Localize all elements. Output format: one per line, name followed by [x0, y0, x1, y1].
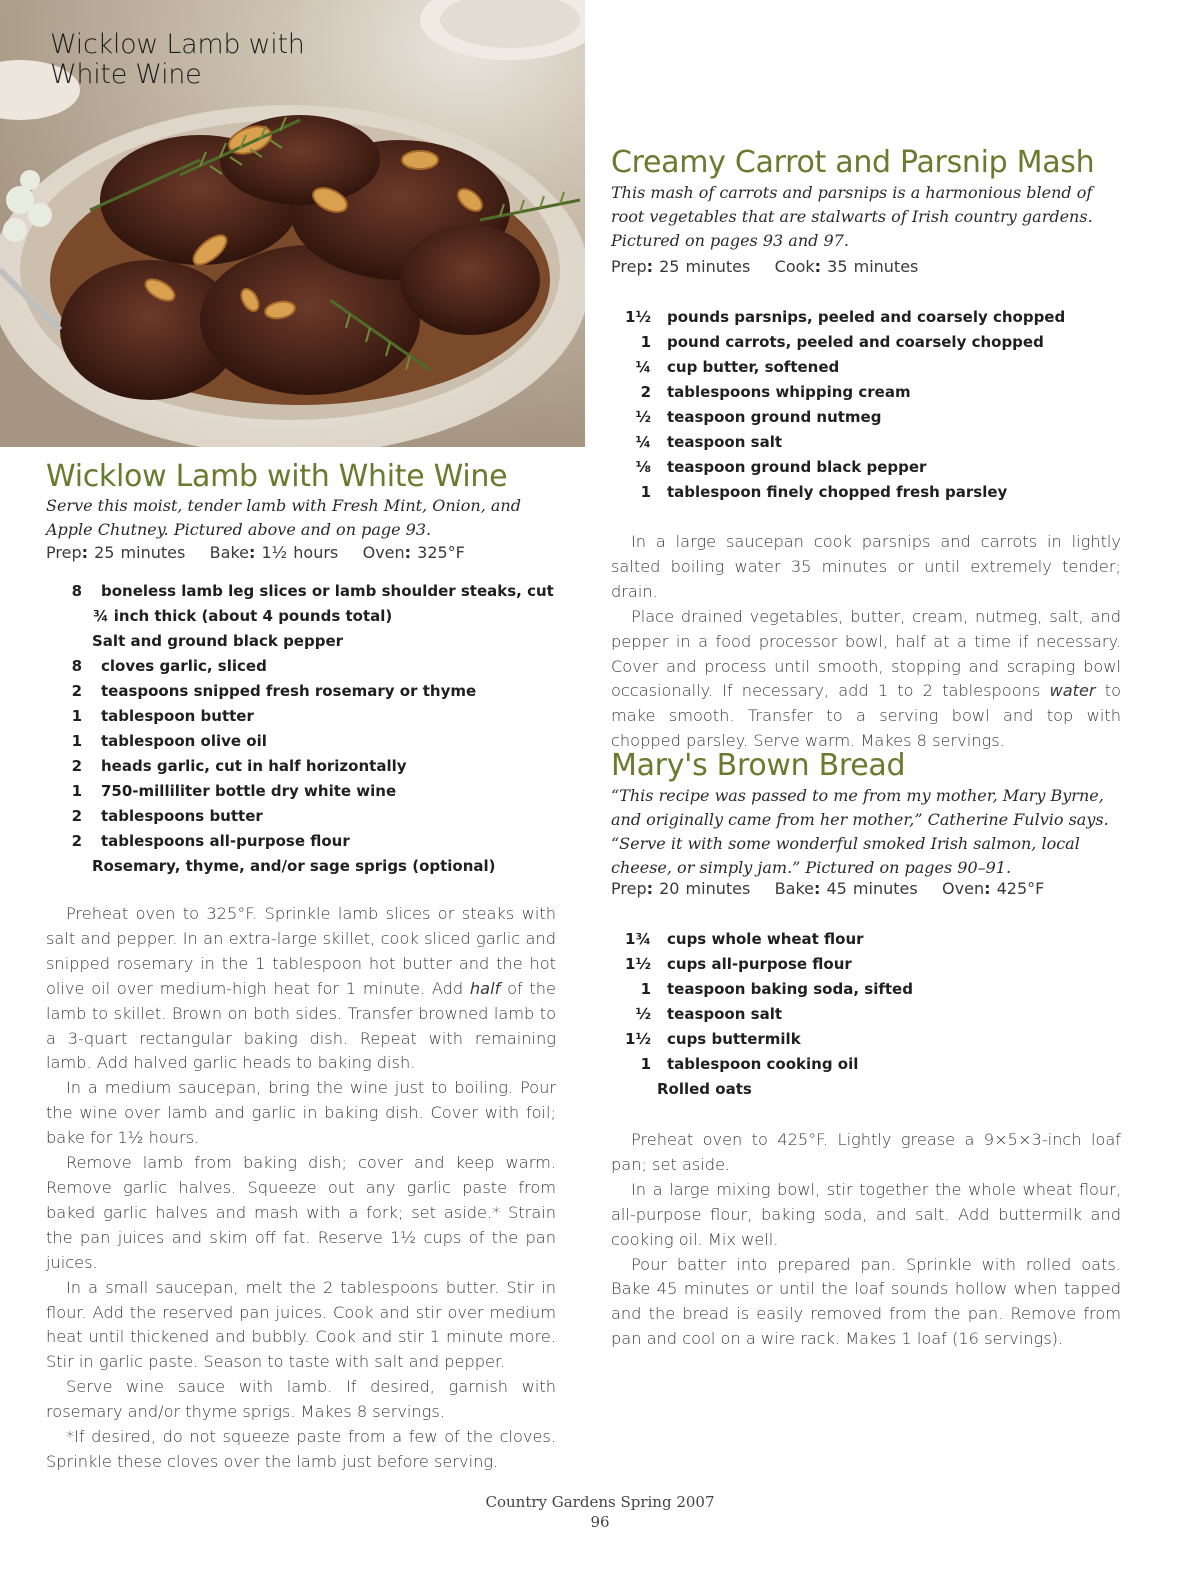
- ingredient-row: [46, 854, 554, 879]
- ingredient-quantity: 8: [71, 582, 82, 600]
- ingredient-quantity: 2: [640, 383, 651, 401]
- bake-value: 1½ hours: [261, 543, 339, 562]
- ingredient-quantity: 1½: [625, 308, 651, 326]
- direction-paragraph: Preheat oven to 325°F. Sprinkle lamb slices or steaks with salt and pepper. In an extra-large skillet, cook sliced garlic and snipped rosemary in the 1 tablespoon hot butter and the hot olive oil over medium-high heat for 1 minute. Add half of the lamb to skillet. Brown on both sides. Transfer browned lamb to a 3-quart rectangular baking dish. Repeat with remaining lamb. Add halved garlic heads to baking dish.: [46, 904, 556, 1073]
- ingredient-row: [611, 1052, 913, 1077]
- ingredient-quantity: 1: [71, 732, 82, 750]
- ingredient-quantity: ⅛: [635, 458, 651, 476]
- ingredient-row: [46, 604, 554, 629]
- bread-recipe-intro: “This recipe was passed to me from my mother, Mary Byrne, and originally came from her mother,” Catherine Fulvio says. “Serve it with some wonderful smoked Irish salmon, local cheese, or simply jam.” Pictured on pages 90–91.: [611, 786, 1109, 877]
- ingredient-text: teaspoon salt: [667, 433, 783, 451]
- direction-paragraph: Place drained vegetables, butter, cream, nutmeg, salt, and pepper in a food processor bowl, half at a time if necessary. Cover and process until smooth, stopping and scraping bowl occasionally. If necessary, add 1 to 2 tablespoons water to make smooth. Transfer to a serving bowl and top with chopped parsley. Serve warm. Makes 8 servings.: [611, 606, 1121, 751]
- ingredient-text: boneless lamb leg slices or lamb shoulder steaks, cut: [101, 582, 554, 600]
- ingredient-text: tablespoon butter: [101, 707, 254, 725]
- ingredient-quantity: 1: [640, 333, 651, 351]
- ingredient-row: [611, 952, 913, 977]
- prep-label: Prep: [611, 257, 647, 276]
- ingredient-quantity: ½: [635, 408, 651, 426]
- ingredient-quantity: 2: [71, 757, 82, 775]
- ingredient-text: pounds parsnips, peeled and coarsely chopped: [667, 308, 1066, 326]
- prep-label: Prep: [611, 879, 647, 898]
- cook-value: 35 minutes: [827, 257, 919, 276]
- direction-paragraph: Pour batter into prepared pan. Sprinkle with rolled oats. Bake 45 minutes or until the loaf sounds hollow when tapped and the bread is easily removed from the pan. Remove from pan and cool on a wire rack. Makes 1 loaf (16 servings).: [611, 1254, 1121, 1349]
- ingredient-text: tablespoons all-purpose flour: [101, 832, 350, 850]
- ingredient-row: [46, 654, 554, 679]
- ingredient-text: tablespoons whipping cream: [667, 383, 911, 401]
- oven-value: 425°F: [996, 879, 1045, 898]
- oven-value: 325°F: [417, 543, 465, 562]
- ingredient-row: [611, 405, 1065, 430]
- ingredient-quantity: 1: [640, 483, 651, 501]
- ingredient-row: [46, 804, 554, 829]
- mash-ingredient-list: [611, 305, 1065, 505]
- mash-directions: [611, 530, 1121, 754]
- prep-label: Prep: [46, 543, 82, 562]
- ingredient-text: Rosemary, thyme, and/or sage sprigs (optional): [92, 857, 496, 875]
- ingredient-text: teaspoons snipped fresh rosemary or thyme: [101, 682, 477, 700]
- direction-paragraph: In a medium saucepan, bring the wine just to boiling. Pour the wine over lamb and garlic in baking dish. Cover with foil; bake for 1½ hours.: [46, 1078, 556, 1148]
- direction-paragraph: In a large saucepan cook parsnips and carrots in lightly salted boiling water 35 minutes or until extremely tender; drain.: [611, 532, 1121, 601]
- ingredient-text: Rolled oats: [657, 1080, 752, 1098]
- ingredient-row: [611, 1077, 913, 1102]
- ingredient-row: [611, 330, 1065, 355]
- ingredient-text: ¾ inch thick (about 4 pounds total): [93, 607, 393, 625]
- photo-caption: Wicklow Lamb with White Wine: [50, 29, 305, 90]
- ingredient-quantity: ¼: [635, 358, 651, 376]
- footer-publication: Country Gardens Spring 2007: [485, 1493, 715, 1511]
- ingredient-quantity: 2: [71, 807, 82, 825]
- page-number: 96: [590, 1513, 610, 1531]
- ingredient-row: [611, 480, 1065, 505]
- ingredient-text: pound carrots, peeled and coarsely chopped: [667, 333, 1044, 351]
- direction-paragraph: *If desired, do not squeeze paste from a few of the cloves. Sprinkle these cloves over the lamb just before serving.: [46, 1427, 556, 1471]
- ingredient-text: teaspoon ground black pepper: [667, 458, 927, 476]
- ingredient-text: tablespoon cooking oil: [667, 1055, 859, 1073]
- bake-value: 45 minutes: [826, 879, 918, 898]
- direction-paragraph: Preheat oven to 425°F. Lightly grease a 9×5×3-inch loaf pan; set aside.: [611, 1130, 1121, 1174]
- ingredient-text: Salt and ground black pepper: [92, 632, 344, 650]
- prep-value: 20 minutes: [659, 879, 751, 898]
- lamb-recipe-meta: Prep: 25 minutes Bake: 1½ hours Oven: 325°F: [46, 543, 465, 562]
- cook-label: Cook: [774, 257, 815, 276]
- ingredient-row: [46, 704, 554, 729]
- ingredient-row: [611, 977, 913, 1002]
- ingredient-text: cups all-purpose flour: [667, 955, 852, 973]
- lamb-recipe-intro: Serve this moist, tender lamb with Fresh Mint, Onion, and Apple Chutney. Pictured above and on page 93.: [46, 496, 521, 539]
- ingredient-row: [611, 1002, 913, 1027]
- mash-recipe-meta: Prep: 25 minutes Cook: 35 minutes: [611, 257, 919, 276]
- ingredient-row: [611, 305, 1065, 330]
- direction-paragraph: Remove lamb from baking dish; cover and keep warm. Remove garlic halves. Squeeze out any garlic paste from baked garlic halves and mash with a fork; set aside.* Strain the pan juices and skim off fat. Reserve 1½ cups of the pan juices.: [46, 1153, 556, 1272]
- ingredient-text: teaspoon salt: [667, 1005, 783, 1023]
- ingredient-text: cup butter, softened: [667, 358, 840, 376]
- bake-label: Bake: [774, 879, 814, 898]
- lamb-directions: [46, 902, 556, 1475]
- direction-paragraph: Serve wine sauce with lamb. If desired, garnish with rosemary and/or thyme sprigs. Makes 8 servings.: [46, 1377, 556, 1422]
- ingredient-row: [46, 579, 554, 604]
- lamb-photo: [0, 0, 585, 447]
- bread-recipe-title: Mary's Brown Bread: [611, 748, 906, 783]
- ingredient-text: tablespoons butter: [101, 807, 263, 825]
- ingredient-text: tablespoon finely chopped fresh parsley: [667, 483, 1008, 501]
- lamb-ingredient-list: [46, 579, 554, 879]
- oven-label: Oven: [942, 879, 985, 898]
- ingredient-text: cloves garlic, sliced: [101, 657, 267, 675]
- ingredient-text: teaspoon baking soda, sifted: [667, 980, 913, 998]
- ingredient-row: [46, 779, 554, 804]
- ingredient-text: cups whole wheat flour: [667, 930, 864, 948]
- ingredient-row: [611, 355, 1065, 380]
- ingredient-quantity: 1½: [625, 955, 651, 973]
- mash-recipe-intro: This mash of carrots and parsnips is a harmonious blend of root vegetables that are stalwarts of Irish country gardens. Pictured on pages 93 and 97.: [611, 183, 1093, 250]
- ingredient-quantity: 1: [71, 707, 82, 725]
- ingredient-quantity: 2: [71, 832, 82, 850]
- bread-ingredient-list: [611, 927, 913, 1102]
- ingredient-quantity: 1: [640, 980, 651, 998]
- lamb-recipe-title: Wicklow Lamb with White Wine: [46, 459, 508, 494]
- ingredient-row: [611, 1027, 913, 1052]
- ingredient-quantity: 1¾: [625, 930, 651, 948]
- ingredient-quantity: 2: [71, 682, 82, 700]
- ingredient-row: [46, 754, 554, 779]
- ingredient-row: [46, 679, 554, 704]
- ingredient-quantity: ½: [635, 1005, 651, 1023]
- ingredient-row: [46, 829, 554, 854]
- ingredient-text: teaspoon ground nutmeg: [667, 408, 882, 426]
- bread-recipe-meta: Prep: 20 minutes Bake: 45 minutes Oven: 425°F: [611, 879, 1045, 898]
- oven-label: Oven: [362, 543, 405, 562]
- direction-paragraph: In a small saucepan, melt the 2 tablespoons butter. Stir in flour. Add the reserved pan juices. Cook and stir over medium heat until thickened and bubbly. Cook and stir 1 minute more. Stir in garlic paste. Season to taste with salt and pepper.: [46, 1277, 556, 1372]
- ingredient-text: 750-milliliter bottle dry white wine: [101, 782, 397, 800]
- ingredient-row: [611, 380, 1065, 405]
- direction-paragraph: In a large mixing bowl, stir together the whole wheat flour, all-purpose flour, baking soda, and salt. Add buttermilk and cooking oil. Mix well.: [611, 1179, 1121, 1249]
- ingredient-text: tablespoon olive oil: [101, 732, 267, 750]
- ingredient-text: cups buttermilk: [667, 1030, 801, 1048]
- bake-label: Bake: [209, 543, 249, 562]
- bread-directions: [611, 1128, 1121, 1352]
- ingredient-row: [46, 629, 554, 654]
- ingredient-quantity: 8: [71, 657, 82, 675]
- ingredient-quantity: 1½: [625, 1030, 651, 1048]
- ingredient-quantity: 1: [640, 1055, 651, 1073]
- ingredient-quantity: 1: [71, 782, 82, 800]
- ingredient-text: heads garlic, cut in half horizontally: [101, 757, 407, 775]
- mash-recipe-title: Creamy Carrot and Parsnip Mash: [611, 145, 1095, 180]
- ingredient-row: [611, 455, 1065, 480]
- prep-value: 25 minutes: [659, 257, 751, 276]
- prep-value: 25 minutes: [94, 543, 186, 562]
- ingredient-row: [46, 729, 554, 754]
- ingredient-row: [611, 927, 913, 952]
- ingredient-row: [611, 430, 1065, 455]
- ingredient-quantity: ¼: [635, 433, 651, 451]
